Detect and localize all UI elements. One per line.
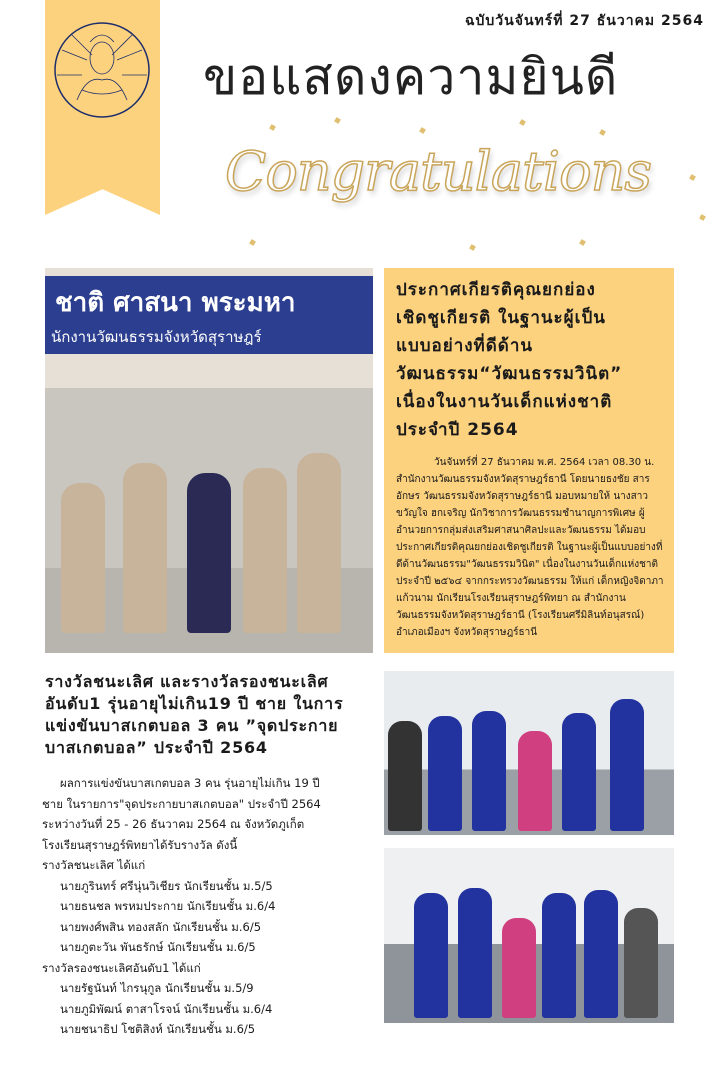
article-heading: ประกาศเกียรติคุณยกย่อง เชิดชูเกียรติ ในฐานะผู้เป็น แบบอย่างที่ดีด้าน วัฒนธรรม“วัฒนธรรมวินิต” เนื่องในงานวันเด็กแห่งชาติ ประจำปี 2564 <box>396 280 623 440</box>
article-body: วันจันทร์ที่ 27 ธันวาคม พ.ศ. 2564 เวลา 08.30 น. สำนักงานวัฒนธรรมจังหวัดสุราษฎร์ธานี โดยนายธงชัย สารอักษร วัฒนธรรมจังหวัดสุราษฎร์ธานี มอบหมายให้ นางสาวขวัญใจ ฮกเจริญ นักวิชาการวัฒนธรรมชำนาญการพิเศษ ผู้อำนวยการกลุ่มส่งเสริมศาสนาศิลปะและวัฒนธรรม ได้มอบประกาศเกียรติคุณยกย่องเชิดชูเกียรติ ในฐานะผู้เป็นแบบอย่างที่ดีด้านวัฒนธรรม"วัฒนธรรมวินิต" เนื่องในงานวันเด็กแห่งชาติ ประจำปี ๒๕๖๔ จากกระทรวงวัฒนธรรม ให้แก่ เด็กหญิงจิดาภา แก้วนาม นักเรียนโรงเรียนสุราษฎร์พิทยา ณ สำนักงานวัฒนธรรมจังหวัดสุราษฎร์ธานี (โรงเรียนศรีมิลินท์อนุสรณ์) อำเภอเมืองฯ จังหวัดสุราษฎร์ธานี <box>396 457 664 638</box>
school-logo <box>52 20 152 125</box>
winner-item: นายพงศ์พสิน ทองสลัก นักเรียนชั้น ม.6/5 <box>60 919 262 934</box>
congratulations-script: Congratulations <box>225 140 652 203</box>
award-ceremony-photo <box>45 268 373 653</box>
culture-award-section <box>45 268 674 653</box>
basketball-heading: รางวัลชนะเลิศ และรางวัลรองชนะเลิศ อันดับ1 รุ่นอายุไม่เกิน19 ปี ชาย ในการ แข่งขันบาสเกตบอล 3 คน ”จุดประกาย บาสเกตบอล” ประจำปี 2564 <box>45 672 344 757</box>
basketball-photos <box>384 671 674 1023</box>
winner-item: นายรัฐนันท์ ไกรนุกูล นักเรียนชั้น ม.5/9 <box>60 981 254 995</box>
winner-item: นายภูมิพัฒน์ ตาสาโรจน์ นักเรียนชั้น ม.6/4 <box>60 1001 273 1016</box>
winner-item: นายธนชล พรหมประกาย นักเรียนชั้น ม.6/4 <box>60 899 276 913</box>
photo-sign: ชาติ ศาสนา พระมหา นักงานวัฒนธรรมจังหวัดสุราษฎร์ <box>45 276 373 354</box>
header-section <box>0 0 724 262</box>
basketball-body: ผลการแข่งขันบาสเกตบอล 3 คน รุ่นอายุไม่เกิน 19 ปี ชาย ในรายการ"จุดประกายบาสเกตบอล" ประจำปี 2564 ระหว่างวันที่ 25 - 26 ธันวาคม 2564 ณ จังหวัดภูเก็ต โรงเรียนสุราษฎร์พิทยาได้รับรางวัล ดังนี้ รางวัลชนะเลิศ ได้แก่ นายภูรินทร์ ศรีนุ่นวิเชียร นักเรียนชั้น ม.5/5 นายธนชล พรหมประกาย นักเรียนชั้น ม.6/4 นายพงศ์พสิน ทองสลัก นักเรียนชั้น ม.6/5 นายภูตะวัน พันธรักษ์ นักเรียนชั้น ม.6/5 รางวัลรองชนะเลิศอันดับ1 ได้แก่ นายรัฐนันท์ ไกรนุกูล นักเรียนชั้น ม.5/9 นายภูมิพัฒน์ ตาสาโรจน์ นักเรียนชั้น ม.6/4 นายชนาธิป โชติสิงห์ นักเรียนชั้น ม.6/5 <box>42 773 375 1040</box>
award-label: รางวัลชนะเลิศ ได้แก่ <box>42 858 146 872</box>
article-culture-award <box>384 268 674 653</box>
page-title: ขอแสดงความยินดี <box>203 48 619 106</box>
winner-item: นายภูตะวัน พันธรักษ์ นักเรียนชั้น ม.6/5 <box>60 940 256 954</box>
basketball-team-photo-1 <box>384 671 674 835</box>
award-label: รางวัลรองชนะเลิศอันดับ1 ได้แก่ <box>42 960 201 975</box>
basketball-text-column <box>42 671 375 1040</box>
basketball-team-photo-2 <box>384 848 674 1023</box>
issue-date: ฉบับวันจันทร์ที่ 27 ธันวาคม 2564 <box>465 13 704 29</box>
winner-item: นายชนาธิป โชติสิงห์ นักเรียนชั้น ม.6/5 <box>60 1022 256 1036</box>
basketball-section <box>42 671 674 1040</box>
winner-item: นายภูรินทร์ ศรีนุ่นวิเชียร นักเรียนชั้น ม.5/5 <box>60 878 273 893</box>
